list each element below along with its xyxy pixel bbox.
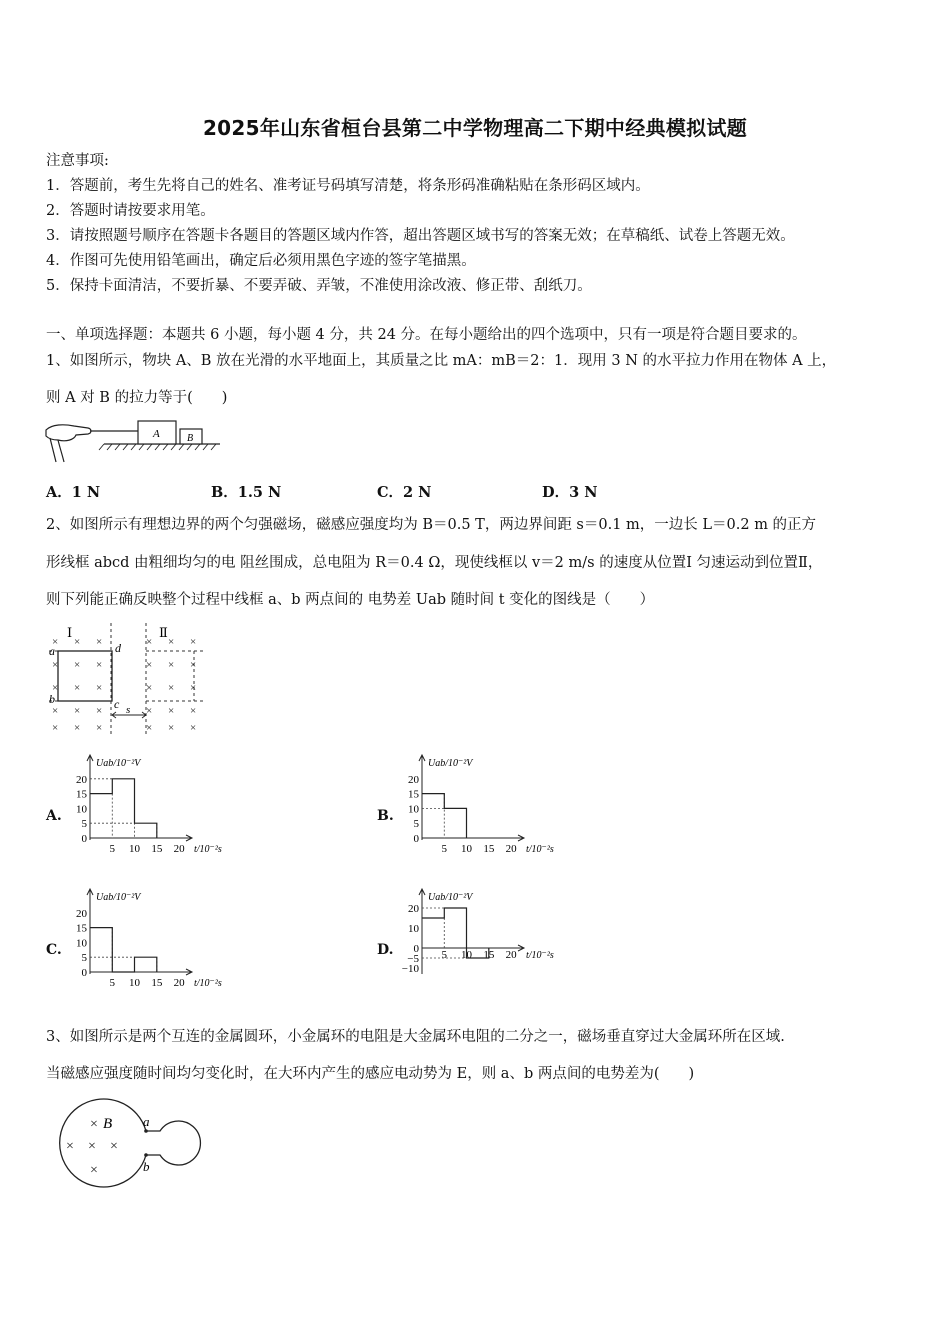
field-cross: × <box>146 705 153 717</box>
q1-figure <box>44 418 224 468</box>
x-tick-label: 5 <box>441 949 448 961</box>
y-tick-label: 15 <box>408 788 419 801</box>
q3-stem: 3、如图所示是两个互连的金属圆环，小金属环的电阻是大金属环电阻的二分之一，磁场垂直穿过大金属环所在区域. <box>46 1029 785 1045</box>
graph-xlabel: t/10⁻²s <box>526 844 554 855</box>
y-tick-label: 15 <box>76 922 87 935</box>
field-cross: × <box>168 659 175 671</box>
graph-xlabel: t/10⁻²s <box>194 978 222 989</box>
q2-graph-a[interactable] <box>68 752 228 862</box>
y-tick-label: 10 <box>76 803 87 816</box>
y-tick-label: 20 <box>408 903 419 915</box>
x-tick-label: 20 <box>173 977 185 989</box>
point-b-label: b <box>143 1159 150 1174</box>
metal-rings <box>60 1099 201 1187</box>
field-cross: × <box>168 705 175 717</box>
x-tick-label: 10 <box>461 949 473 961</box>
field-cross: × <box>190 659 197 671</box>
square-loop <box>58 651 112 701</box>
x-tick-label: 10 <box>129 977 141 989</box>
x-tick-label: 5 <box>109 977 116 989</box>
field-cross: × <box>190 705 197 717</box>
q3-ring-figure <box>50 1098 220 1190</box>
graph-xlabel: t/10⁻²s <box>526 950 554 961</box>
region-2-label: Ⅱ <box>159 625 168 640</box>
block-a-label: A <box>153 428 160 440</box>
q2-stem: 形线框 abcd 由粗细均匀的电 阻丝围成，总电阻为 R＝0.4 Ω，现使线框以 v＝2 m/s 的速度从位置Ⅰ 匀速运动到位置Ⅱ， <box>46 555 823 571</box>
notice-item: 4．作图可先使用铅笔画出，确定后必须用黑色字迹的签字笔描黑。 <box>46 253 476 269</box>
field-cross: × <box>168 682 175 694</box>
field-cross: × <box>96 705 103 717</box>
q2-field-figure <box>46 621 216 739</box>
corner-b-label: b <box>49 692 55 706</box>
q2-option-a-label[interactable]: A. <box>46 808 62 824</box>
field-cross: × <box>74 659 81 671</box>
field-cross: × <box>168 636 175 648</box>
q1-stem: 1、如图所示，物块 A、B 放在光滑的水平地面上，其质量之比 mA：mB＝2：1．现用 3 N 的水平拉力作用在物体 A 上， <box>46 353 837 369</box>
corner-c-label: c <box>114 697 120 711</box>
x-tick-label: 20 <box>505 949 517 961</box>
q2-graph-d[interactable] <box>400 886 560 996</box>
q2-graph-b[interactable] <box>400 752 560 862</box>
field-cross: × <box>74 722 81 734</box>
gap-label: s <box>126 704 131 716</box>
data-series-line <box>90 779 157 838</box>
field-cross: × <box>90 1117 98 1132</box>
y-tick-label: 20 <box>76 773 87 786</box>
q1-stem: 则 A 对 B 的拉力等于( ) <box>46 390 228 406</box>
x-tick-label: 5 <box>109 843 116 855</box>
y-tick-label: 10 <box>408 803 419 816</box>
field-cross: × <box>52 705 59 717</box>
field-cross: × <box>74 705 81 717</box>
notice-item: 3．请按照题号顺序在答题卡各题目的答题区域内作答，超出答题区域书写的答案无效；在草稿纸、试卷上答题无效。 <box>46 228 795 244</box>
y-tick-label: 5 <box>81 818 87 831</box>
q2-stem: 2、如图所示有理想边界的两个匀强磁场，磁感应强度均为 B＝0.5 T，两边界间距 s＝0.1 m，一边长 L＝0.2 m 的正方 <box>46 517 817 533</box>
field-cross: × <box>90 1163 98 1178</box>
x-tick-label: 10 <box>129 843 141 855</box>
field-cross: × <box>52 636 59 648</box>
x-tick-label: 20 <box>505 843 517 855</box>
point-a-label: a <box>143 1114 150 1129</box>
field-cross: × <box>52 722 59 734</box>
notice-item: 2．答题时请按要求用笔。 <box>46 203 215 219</box>
section-heading: 一、单项选择题：本题共 6 小题，每小题 4 分，共 24 分。在每小题给出的四个选项中，只有一项是符合题目要求的。 <box>46 327 807 343</box>
field-cross: × <box>88 1139 96 1154</box>
field-cross: × <box>52 682 59 694</box>
q1-option-a[interactable]: A．1 N <box>46 484 101 501</box>
field-cross: × <box>190 682 197 694</box>
y-tick-label: 10 <box>76 937 87 950</box>
field-b-label: B <box>103 1116 113 1132</box>
field-cross: × <box>52 659 59 671</box>
field-cross: × <box>96 659 103 671</box>
q1-option-b[interactable]: B．1.5 N <box>211 484 282 501</box>
x-tick-label: 15 <box>483 949 495 961</box>
y-tick-label: 5 <box>81 952 87 965</box>
field-cross: × <box>146 722 153 734</box>
field-cross: × <box>146 636 153 648</box>
q2-option-d-label[interactable]: D. <box>377 942 394 958</box>
data-series-line <box>90 928 157 972</box>
q2-option-c-label[interactable]: C. <box>46 942 62 958</box>
y-tick-label: 0 <box>413 833 419 845</box>
graph-xlabel: t/10⁻²s <box>194 844 222 855</box>
q2-graph-c[interactable] <box>68 886 228 996</box>
field-cross: × <box>190 636 197 648</box>
x-tick-label: 5 <box>441 843 448 855</box>
field-cross: × <box>96 682 103 694</box>
y-tick-label: −10 <box>401 963 419 975</box>
field-cross: × <box>96 722 103 734</box>
field-cross: × <box>66 1139 74 1154</box>
q2-option-b-label[interactable]: B. <box>377 808 394 824</box>
y-tick-label: 10 <box>408 923 419 935</box>
y-tick-label: 15 <box>76 788 87 801</box>
y-tick-label: −5 <box>407 953 419 965</box>
graph-ylabel: Uab/10⁻²V <box>96 758 141 769</box>
x-tick-label: 15 <box>483 843 495 855</box>
x-tick-label: 10 <box>461 843 473 855</box>
y-tick-label: 5 <box>413 818 419 831</box>
y-tick-label: 0 <box>81 833 87 845</box>
y-tick-label: 20 <box>76 907 87 920</box>
y-tick-label: 0 <box>413 943 419 955</box>
q2-stem: 则下列能正确反映整个过程中线框 a、b 两点间的 电势差 Uab 随时间 t 变化的图线是（ ） <box>46 592 655 608</box>
notice-heading: 注意事项: <box>46 153 109 169</box>
field-cross: × <box>74 682 81 694</box>
corner-d-label: d <box>115 641 121 655</box>
field-cross: × <box>146 682 153 694</box>
x-tick-label: 15 <box>151 843 163 855</box>
y-tick-label: 0 <box>81 967 87 979</box>
q3-stem: 当磁感应强度随时间均匀变化时，在大环内产生的感应电动势为 E，则 a、b 两点间的电势差为( ) <box>46 1066 695 1082</box>
graph-ylabel: Uab/10⁻²V <box>428 892 473 903</box>
field-cross: × <box>96 636 103 648</box>
x-tick-label: 20 <box>173 843 185 855</box>
notice-item: 5．保持卡面清洁，不要折暴、不要弄破、弄皱，不准使用涂改液、修正带、刮纸刀。 <box>46 278 592 294</box>
data-series-line <box>422 908 489 958</box>
corner-a-label: a <box>49 644 55 658</box>
x-tick-label: 15 <box>151 977 163 989</box>
q1-option-d[interactable]: D．3 N <box>542 484 598 501</box>
hand-icon <box>46 425 91 462</box>
field-cross: × <box>74 636 81 648</box>
notice-item: 1．答题前，考生先将自己的姓名、准考证号码填写清楚，将条形码准确粘贴在条形码区域内。 <box>46 178 650 194</box>
field-cross: × <box>168 722 175 734</box>
page-title: 2025年山东省桓台县第二中学物理高二下期中经典模拟试题 <box>202 116 748 140</box>
block-b-label: B <box>187 433 194 444</box>
graph-ylabel: Uab/10⁻²V <box>96 892 141 903</box>
field-cross: × <box>190 722 197 734</box>
q1-option-c[interactable]: C．2 N <box>377 484 432 501</box>
field-cross: × <box>146 659 153 671</box>
graph-ylabel: Uab/10⁻²V <box>428 758 473 769</box>
region-1-label: Ⅰ <box>67 625 73 640</box>
y-tick-label: 20 <box>408 773 419 786</box>
field-cross: × <box>110 1139 118 1154</box>
